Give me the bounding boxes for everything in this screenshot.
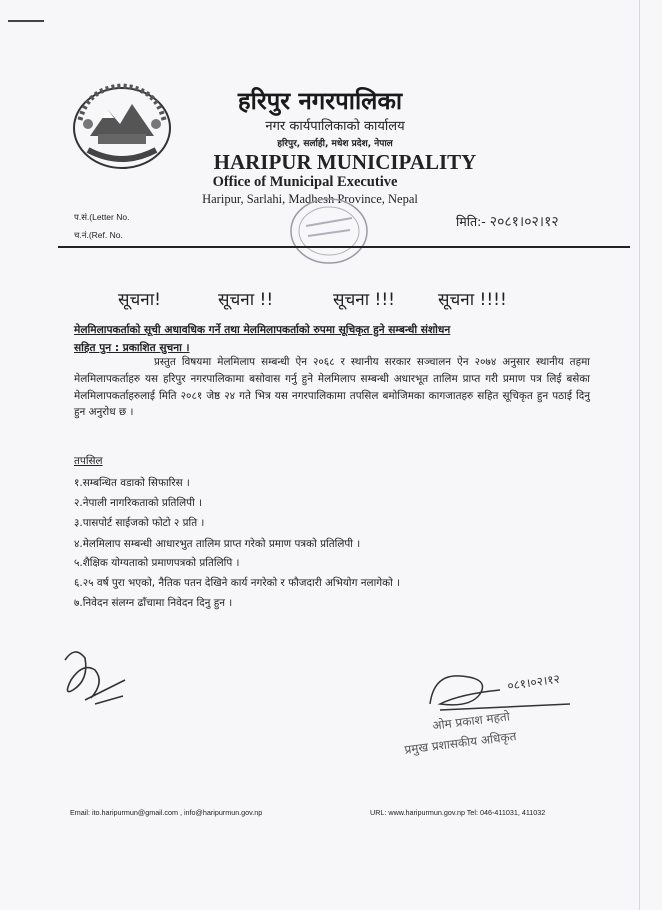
office-stamp bbox=[288, 196, 370, 266]
notice-body: प्रस्तुत विषयमा मेलमिलाप सम्बन्धी ऐन २०६८ र स्थानीय सरकार सञ्चालन ऐन २०७४ अनुसार स्थानीय तहमा मेलमिलापकर्ताहरु यस हरिपुर नगरपालिकामा बसोवास गर्नु हुने मेलमिलाप सम्बन्धी अधारभूत तालिम प्राप्त गरी प्रमाण पत्र लिई बसेका मेलमिलापकर्ताहरुलाई मिति २०८१ जेष्ठ २४ गते भित्र यस नगरपालिकामा तपसिल बमोजिमका कागजातहरु सहित सूचिकृत हुन पठाई दिनु हुन अनुरोध छ । bbox=[74, 356, 590, 419]
ref-no-label: च.नं.(Ref. No. bbox=[74, 230, 123, 240]
notice-word-1: सूचना! bbox=[118, 290, 161, 310]
date-label: मिति:- bbox=[456, 214, 486, 229]
letter-no-label: प.सं.(Letter No. bbox=[74, 212, 130, 222]
footer-email: Email: ito.haripurmun@gmail.com , info@haripurmun.gov.np bbox=[70, 808, 263, 817]
signature-date: ०८१।०२।१२ bbox=[506, 671, 561, 693]
notice-word-3: सूचना !!! bbox=[333, 290, 395, 310]
tapsil-heading: तपसिल bbox=[74, 455, 103, 467]
list-item: ७.निवेदन संलग्न ढाँचामा निवेदन दिनु हुन । bbox=[74, 597, 233, 609]
subject-line-1: मेलमिलापकर्ताको सूची अधावधिक गर्ने तथा मेलमिलापकर्ताको रुपमा सूचिकृत हुने सम्बन्धी संशोधन bbox=[74, 324, 451, 336]
nepal-emblem-logo bbox=[68, 80, 176, 172]
notice-word-4: सूचना !!!! bbox=[438, 290, 507, 310]
signatory-name: ओम प्रकाश महतो bbox=[431, 709, 511, 733]
date-value: २०८१।०२।१२ bbox=[489, 214, 559, 230]
scan-edge-line bbox=[639, 0, 640, 910]
initial-signature bbox=[55, 640, 135, 710]
scan-mark bbox=[8, 20, 44, 22]
date-field bbox=[456, 212, 559, 231]
header-rule bbox=[58, 246, 630, 248]
notice-word-2: सूचना !! bbox=[218, 290, 274, 310]
list-item: ५.शैक्षिक योग्यताको प्रमाणपत्रको प्रतिलिपि । bbox=[74, 557, 240, 569]
address-np: हरिपुर, सर्लाही, मधेश प्रदेश, नेपाल bbox=[277, 139, 393, 149]
municipality-name-en: HARIPUR MUNICIPALITY bbox=[213, 150, 477, 174]
footer-url-tel: URL: www.haripurmun.gov.np Tel: 046-411031, 411032 bbox=[370, 808, 546, 817]
list-item: २.नेपाली नागरिकताको प्रतिलिपी । bbox=[74, 497, 203, 509]
list-item: ४.मेलमिलाप सम्बन्धी आधारभुत तालिम प्राप्त गरेको प्रमाण पत्रको प्रतिलिपी । bbox=[74, 538, 361, 550]
list-item: ३.पासपोर्ट साईजको फोटो २ प्रति । bbox=[74, 517, 205, 529]
subject-line-2: सहित पुन : प्रकाशित सुचना । bbox=[74, 342, 190, 354]
municipality-name-np: हरिपुर नगरपालिका bbox=[237, 87, 403, 115]
office-name-np: नगर कार्यपालिकाको कार्यालय bbox=[265, 119, 405, 134]
list-item: १.सम्बन्धित वडाको सिफारिस । bbox=[74, 477, 190, 489]
list-item: ६.२५ वर्ष पुरा भएको, नैतिक पतन देखिने कार्य नगरेको र फौजदारी अभियोग नलागेको । bbox=[74, 577, 401, 589]
address-en: Haripur, Sarlahi, Madhesh Province, Nepal bbox=[202, 192, 418, 206]
notice-subject bbox=[74, 321, 594, 357]
office-name-en: Office of Municipal Executive bbox=[212, 174, 398, 190]
signatory-designation: प्रमुख प्रशासकीय अधिकृत bbox=[403, 729, 518, 757]
